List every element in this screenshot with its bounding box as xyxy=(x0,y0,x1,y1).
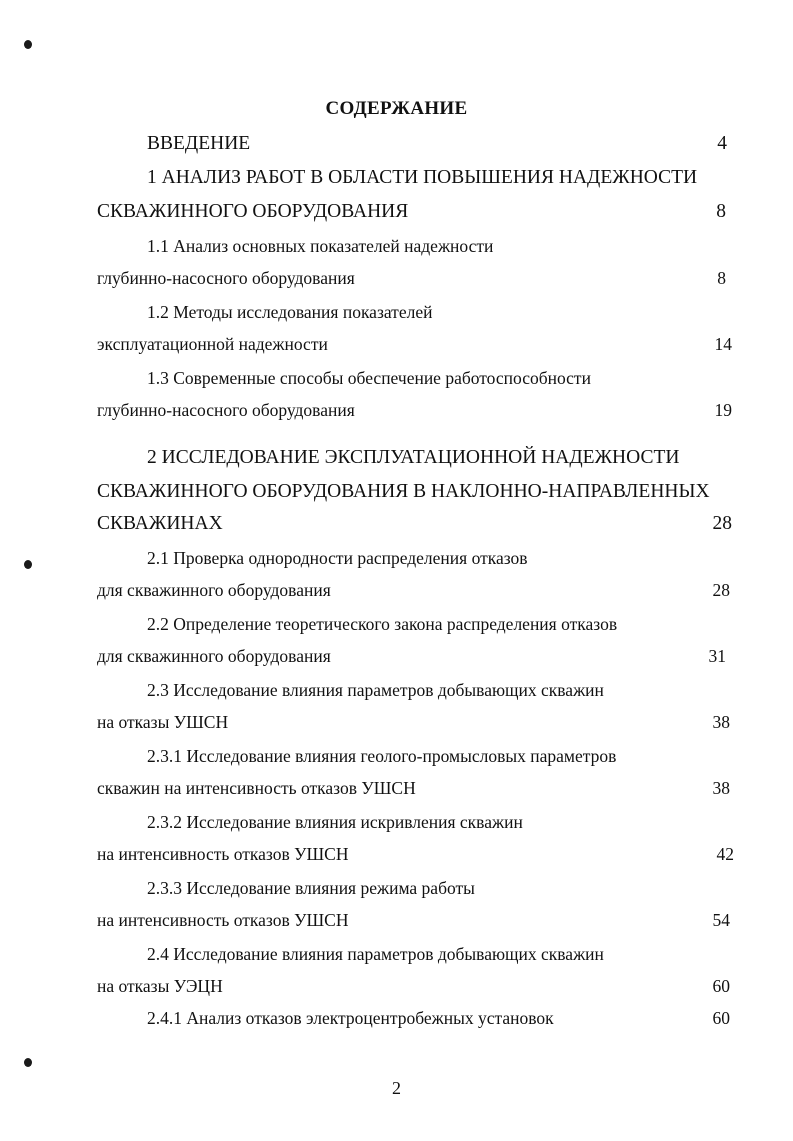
toc-entry-2-3 xyxy=(97,710,730,736)
toc-entry-2-1-line1: 2.1 Проверка однородности распределения отказов xyxy=(147,548,528,568)
toc-entry-text: глубинно-насосного оборудования xyxy=(97,400,355,420)
toc-entry-2-3-line1: 2.3 Исследование влияния параметров добывающих скважин xyxy=(147,680,604,700)
toc-entry-2-4-1 xyxy=(147,1006,730,1032)
toc-page-number: 19 xyxy=(714,400,732,420)
toc-entry-text: глубинно-насосного оборудования xyxy=(97,268,355,288)
toc-entry-intro xyxy=(147,132,727,158)
toc-page-number: 60 xyxy=(712,976,730,996)
toc-entry-2-4 xyxy=(97,974,730,1000)
punch-hole-mark xyxy=(24,40,32,49)
toc-entry-chapter-1 xyxy=(97,200,726,226)
toc-entry-2-2-line1: 2.2 Определение теоретического закона распределения отказов xyxy=(147,614,618,634)
toc-entry-2-3-3-line1: 2.3.3 Исследование влияния режима работы xyxy=(147,878,475,898)
toc-entry-1-3 xyxy=(97,398,732,424)
toc-entry-text: на отказы УШСН xyxy=(97,712,229,732)
toc-page-number: 28 xyxy=(712,580,730,600)
toc-entry-2-3-1-line1: 2.3.1 Исследование влияния геолого-промысловых параметров xyxy=(147,746,617,766)
toc-entry-1-2 xyxy=(97,332,732,358)
toc-page-number: 28 xyxy=(712,513,732,534)
toc-page-number: 14 xyxy=(714,334,732,354)
punch-hole-mark xyxy=(24,560,32,569)
toc-entry-text: ВВЕДЕНИЕ xyxy=(147,133,251,154)
toc-entry-text: 2.4.1 Анализ отказов электроцентробежных установок xyxy=(147,1008,554,1028)
toc-entry-1-2-line1: 1.2 Методы исследования показателей xyxy=(147,302,433,322)
toc-entry-1-3-line1: 1.3 Современные способы обеспечение работоспособности xyxy=(147,368,591,388)
toc-entry-2-1 xyxy=(97,578,730,604)
toc-entry-2-3-1 xyxy=(97,776,730,802)
punch-hole-mark xyxy=(24,1058,32,1067)
toc-entry-2-3-2-line1: 2.3.2 Исследование влияния искривления скважин xyxy=(147,812,523,832)
toc-page-number: 60 xyxy=(712,1008,730,1028)
toc-entry-text: для скважинного оборудования xyxy=(97,580,331,600)
toc-entry-chapter-2 xyxy=(97,512,732,538)
toc-entry-text: СКВАЖИННОГО ОБОРУДОВАНИЯ xyxy=(97,201,409,222)
toc-entry-1-1 xyxy=(97,266,726,292)
toc-page-number: 8 xyxy=(716,201,726,222)
toc-entry-2-3-3 xyxy=(97,908,730,934)
page-title: СОДЕРЖАНИЕ xyxy=(325,98,468,119)
toc-entry-2-2 xyxy=(97,644,726,670)
toc-page-number: 42 xyxy=(716,844,734,864)
toc-entry-chapter-2-line1: 2 ИССЛЕДОВАНИЕ ЭКСПЛУАТАЦИОННОЙ НАДЕЖНОСТИ xyxy=(147,447,680,468)
toc-entry-text: СКВАЖИНАХ xyxy=(97,513,223,534)
toc-entry-text: скважин на интенсивность отказов УШСН xyxy=(97,778,416,798)
toc-page-number: 4 xyxy=(717,133,727,154)
toc-entry-1-1-line1: 1.1 Анализ основных показателей надежности xyxy=(147,236,494,256)
toc-entry-text: на отказы УЭЦН xyxy=(97,976,223,996)
toc-entry-text: на интенсивность отказов УШСН xyxy=(97,844,349,864)
toc-entry-2-3-2 xyxy=(97,842,734,868)
toc-page-number: 31 xyxy=(708,646,726,666)
toc-page-number: 54 xyxy=(712,910,730,930)
toc-entry-chapter-2-line2: СКВАЖИННОГО ОБОРУДОВАНИЯ В НАКЛОННО-НАПРАВЛЕННЫХ xyxy=(97,481,710,502)
page-number: 2 xyxy=(392,1078,401,1098)
toc-entry-chapter-1-line1: 1 АНАЛИЗ РАБОТ В ОБЛАСТИ ПОВЫШЕНИЯ НАДЕЖНОСТИ xyxy=(147,167,698,188)
toc-entry-2-4-line1: 2.4 Исследование влияния параметров добывающих скважин xyxy=(147,944,604,964)
toc-entry-text: на интенсивность отказов УШСН xyxy=(97,910,349,930)
toc-entry-text: для скважинного оборудования xyxy=(97,646,331,666)
toc-entry-text: эксплуатационной надежности xyxy=(97,334,328,354)
toc-page-number: 38 xyxy=(712,778,730,798)
toc-page-number: 8 xyxy=(717,268,726,288)
toc-page-number: 38 xyxy=(712,712,730,732)
